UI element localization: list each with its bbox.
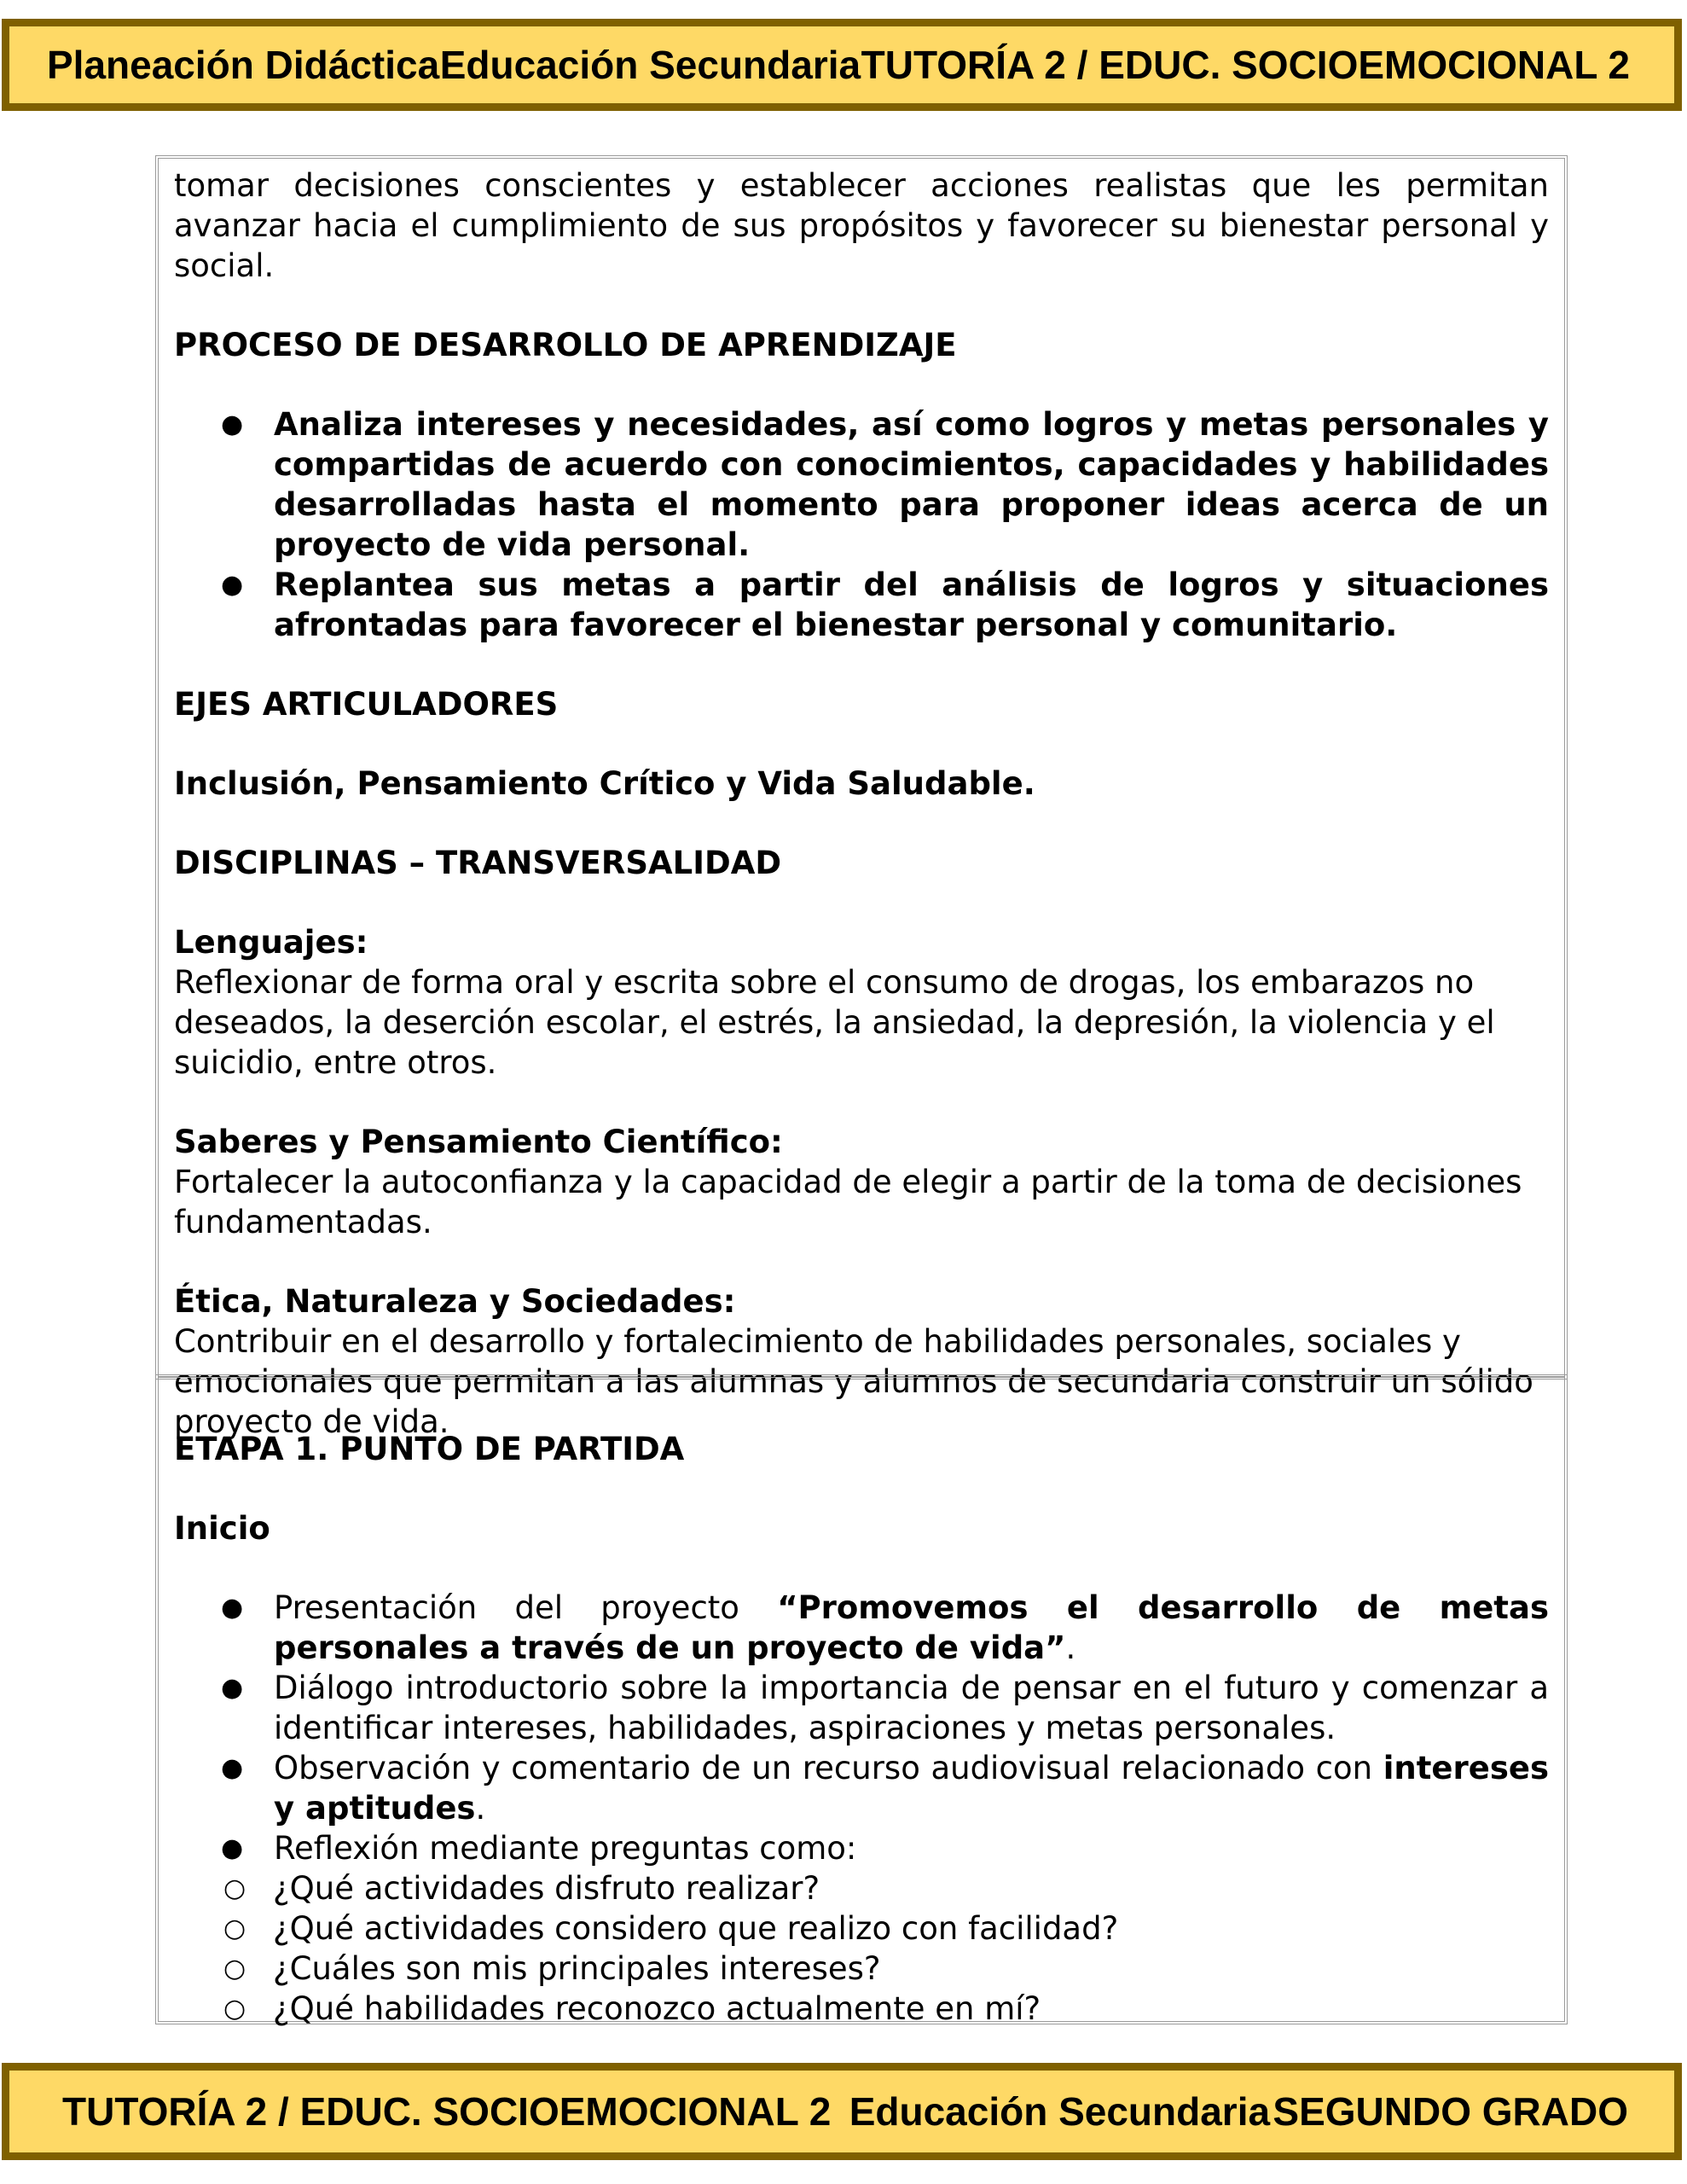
bullet-icon: ● (221, 1753, 244, 1783)
list-item (221, 1588, 1549, 1668)
ejes-text: Inclusión, Pensamiento Crítico y Vida Saludable. (174, 765, 1035, 802)
header-level: Educación Secundaria (439, 43, 861, 87)
footer-subject: TUTORÍA 2 / EDUC. SOCIOEMOCIONAL 2 (62, 2089, 832, 2134)
circle-bullet-icon: ○ (223, 1914, 246, 1943)
bullet-icon: ● (221, 1673, 244, 1703)
bullet-icon: ● (221, 1593, 244, 1623)
section-learning-content (155, 155, 1568, 1440)
footer-banner (2, 2063, 1682, 2160)
header-plan-title: Planeación Didáctica (47, 43, 440, 87)
list-item (223, 1989, 1549, 2029)
pda-list (174, 404, 1549, 645)
item-text: Presentación del proyecto (274, 1589, 778, 1626)
intro-paragraph: tomar decisiones conscientes y establecer acciones realistas que les permitan avanzar hacia el cumplimiento de sus propósitos y favorecer su bienestar personal y social. (174, 167, 1549, 284)
list-item (223, 1868, 1549, 1908)
circle-bullet-icon: ○ (223, 1994, 246, 2024)
item-text: Observación y comentario de un recurso audiovisual relacionado con (274, 1750, 1383, 1786)
bullet-icon: ● (221, 410, 244, 439)
circle-bullet-icon: ○ (223, 1954, 246, 1984)
etica-text: Contribuir en el desarrollo y fortalecimiento de habilidades personales, sociales y emocionales que permitan a las alumnas y alumnos de secundaria construir un sólido proyecto de vida. (174, 1323, 1533, 1440)
item-text: Diálogo introductorio sobre la importancia de pensar en el futuro y comenzar a identificar intereses, habilidades, aspiraciones y metas personales. (274, 1670, 1549, 1746)
lenguajes-heading: Lenguajes: (174, 924, 368, 961)
header-banner (2, 19, 1682, 111)
ejes-heading: EJES ARTICULADORES (174, 686, 559, 723)
list-item (223, 1908, 1549, 1949)
list-item (221, 565, 1549, 645)
footer-grade: SEGUNDO GRADO (1272, 2089, 1628, 2134)
question-text: ¿Cuáles son mis principales intereses? (273, 1950, 881, 1987)
list-item (221, 1828, 1549, 1868)
list-item (223, 1949, 1549, 1989)
item-text: . (1065, 1629, 1076, 1666)
saberes-text: Fortalecer la autoconfianza y la capacidad de elegir a partir de la toma de decisiones fundamentadas. (174, 1164, 1522, 1240)
etapa-heading: ETAPA 1. PUNTO DE PARTIDA (174, 1431, 685, 1467)
footer-level: Educación Secundaria (849, 2089, 1271, 2134)
item-emphasis: intereses y aptitudes (274, 1750, 1549, 1827)
pda-item-text: Analiza intereses y necesidades, así como logros y metas personales y compartidas de acuerdo con conocimientos, capacidades y habilidades desarrolladas hasta el momento para proponer ideas acerca de un proyecto de vida personal. (274, 406, 1549, 563)
list-item (221, 1748, 1549, 1828)
section-stage-one (155, 1374, 1568, 2027)
lenguajes-text: Reflexionar de forma oral y escrita sobre el consumo de drogas, los embarazos no deseados, la deserción escolar, el estrés, la ansiedad, la depresión, la violencia y el suicidio, entre otros. (174, 964, 1495, 1081)
list-item (221, 1668, 1549, 1748)
header-subject: TUTORÍA 2 / EDUC. SOCIOEMOCIONAL 2 (861, 43, 1630, 87)
item-text: . (475, 1790, 486, 1827)
bullet-icon: ● (221, 1833, 244, 1863)
list-item (221, 404, 1549, 565)
saberes-heading: Saberes y Pensamiento Científico: (174, 1124, 783, 1160)
inicio-list (174, 1588, 1549, 1868)
question-text: ¿Qué actividades disfruto realizar? (273, 1870, 820, 1907)
question-text: ¿Qué habilidades reconozco actualmente en mí? (273, 1990, 1041, 2027)
question-text: ¿Qué actividades considero que realizo con facilidad? (273, 1910, 1119, 1947)
etica-heading: Ética, Naturaleza y Sociedades: (174, 1283, 736, 1320)
bullet-icon: ● (221, 570, 244, 600)
inicio-heading: Inicio (174, 1510, 270, 1547)
item-text: Reflexión mediante preguntas como: (274, 1830, 857, 1867)
project-title: “Promovemos el desarrollo de metas personales a través de un proyecto de vida” (274, 1589, 1549, 1666)
questions-list (174, 1868, 1549, 2029)
pda-heading: PROCESO DE DESARROLLO DE APRENDIZAJE (174, 327, 957, 363)
disciplinas-heading: DISCIPLINAS – TRANSVERSALIDAD (174, 845, 782, 881)
pda-item-text: Replantea sus metas a partir del análisis de logros y situaciones afrontadas para favorecer el bienestar personal y comunitario. (274, 566, 1549, 643)
circle-bullet-icon: ○ (223, 1873, 246, 1903)
